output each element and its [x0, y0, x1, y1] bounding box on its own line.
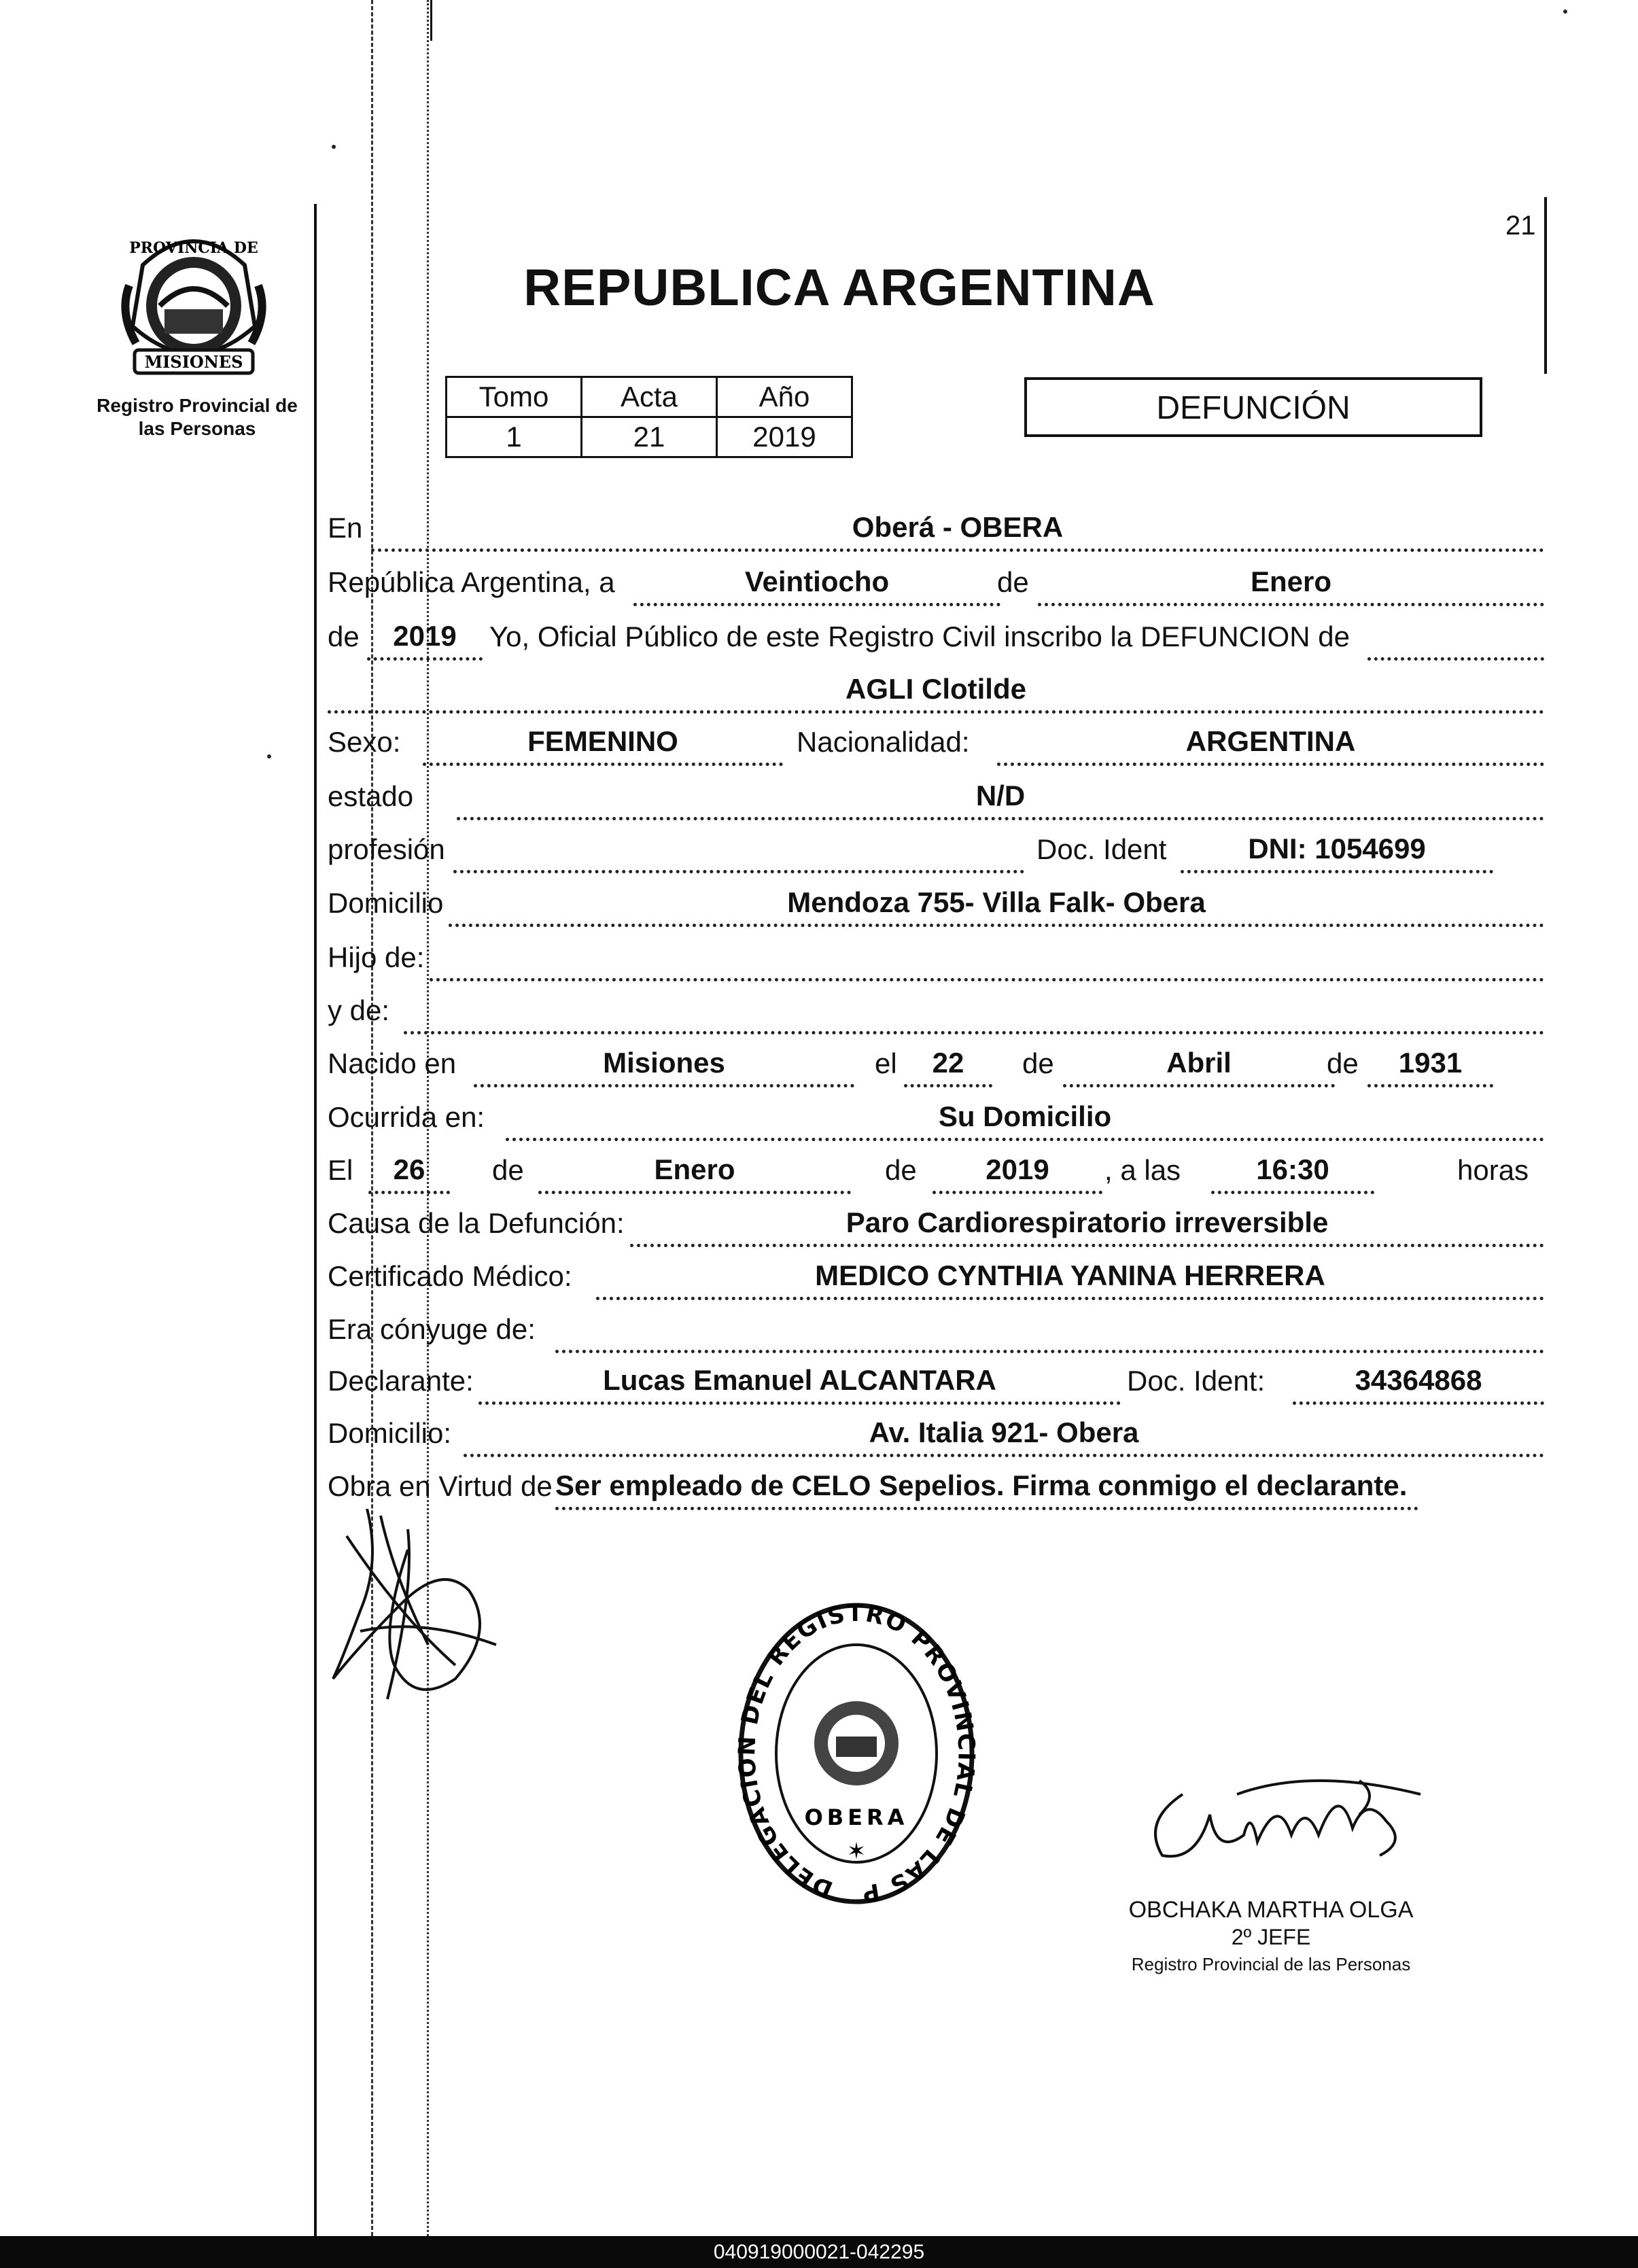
official-name: OBCHAKA MARTHA OLGA	[1128, 1897, 1414, 1923]
row-ocurrida	[328, 1096, 1544, 1143]
official-block	[1081, 1896, 1461, 1978]
declarante-domicilio-label: Domicilio:	[328, 1417, 452, 1449]
ocurrida-label: Ocurrida en:	[328, 1101, 485, 1133]
hijo-de-value	[430, 940, 1544, 981]
el-label: El	[328, 1154, 353, 1186]
declarante-domicilio-value: Av. Italia 921- Obera	[464, 1416, 1544, 1457]
estado-label: estado	[328, 780, 414, 812]
declarante-doc-value: 34364868	[1293, 1363, 1544, 1405]
causa-value: Paro Cardiorespiratorio irreversible	[630, 1206, 1544, 1247]
row-fecha-defuncion	[328, 1149, 1544, 1196]
place-value: Oberá - OBERA	[371, 510, 1544, 552]
estado-value: N/D	[457, 779, 1544, 820]
de-label: de	[492, 1154, 524, 1186]
official-title: 2º JEFE	[1231, 1925, 1311, 1949]
right-margin-rule	[1544, 197, 1547, 374]
year-value: 2019	[367, 619, 483, 661]
tomo-value: 1	[447, 417, 582, 457]
death-time-value: 16:30	[1211, 1153, 1374, 1194]
registry-label: Registro Provincial de las Personas	[97, 395, 298, 439]
en-label: En	[328, 512, 363, 544]
el-label: el	[875, 1047, 897, 1079]
birth-month-value: Abril	[1063, 1046, 1335, 1087]
domicilio-label: Domicilio	[328, 887, 444, 919]
tomo-header: Tomo	[447, 377, 582, 417]
y-de-value	[404, 993, 1544, 1034]
month-value: Enero	[1038, 565, 1544, 606]
declarante-label: Declarante:	[328, 1365, 474, 1397]
republica-label: República Argentina, a	[328, 566, 615, 598]
doc-ident-label: Doc. Ident	[1036, 833, 1167, 865]
reference-table	[445, 376, 853, 458]
anio-header: Año	[717, 377, 852, 417]
causa-label: Causa de la Defunción:	[328, 1207, 625, 1239]
official-signature	[1135, 1754, 1434, 1869]
nacido-en-label: Nacido en	[328, 1047, 457, 1079]
declarant-signature	[319, 1509, 523, 1713]
ocurrida-value: Su Domicilio	[506, 1100, 1544, 1141]
row-deceased	[328, 668, 1544, 716]
scan-speck	[332, 145, 336, 149]
de-label: de	[885, 1154, 917, 1186]
birth-year-value: 1931	[1367, 1046, 1493, 1087]
reference-header-row	[447, 377, 852, 417]
certificado-value: MEDICO CYNTHIA YANINA HERRERA	[596, 1259, 1544, 1300]
conyuge-value	[555, 1312, 1544, 1353]
hijo-de-label: Hijo de:	[328, 941, 425, 973]
svg-text:✶: ✶	[846, 1838, 867, 1865]
row-estado	[328, 775, 1544, 822]
row-declarante-domicilio	[328, 1412, 1544, 1459]
day-words-value: Veintiocho	[633, 565, 1000, 606]
delegation-stamp	[734, 1601, 979, 1913]
sexo-label: Sexo:	[328, 726, 401, 758]
nacionalidad-label: Nacionalidad:	[797, 726, 970, 758]
certificado-label: Certificado Médico:	[328, 1260, 572, 1292]
official-institution: Registro Provincial de las Personas	[1131, 1954, 1411, 1974]
row-sexo	[328, 720, 1544, 768]
row-obra	[328, 1465, 1544, 1512]
de-label: de	[1327, 1047, 1359, 1079]
svg-text:PROVINCIA DE: PROVINCIA DE	[129, 239, 258, 257]
anio-value: 2019	[717, 417, 852, 457]
declarante-doc-label: Doc. Ident:	[1127, 1365, 1266, 1397]
row-year	[328, 615, 1544, 663]
row-hijo-de	[328, 936, 1544, 983]
de-label: de	[1022, 1047, 1054, 1079]
profesion-value	[453, 832, 1024, 873]
reference-value-row	[447, 417, 852, 457]
nacido-en-value: Misiones	[474, 1046, 854, 1087]
row-certificado	[328, 1255, 1544, 1302]
deceased-name-value: AGLI Clotilde	[328, 672, 1544, 714]
sexo-value: FEMENINO	[423, 725, 783, 766]
oficial-text: Yo, Oficial Público de este Registro Civil inscribo la DEFUNCION de	[489, 621, 1350, 652]
document-type-box: DEFUNCIÓN	[1024, 377, 1482, 437]
svg-text:OBERA: OBERA	[804, 1804, 909, 1830]
birth-day-value: 22	[904, 1046, 992, 1087]
row-place	[328, 506, 1544, 554]
conyuge-label: Era cónyuge de:	[328, 1313, 536, 1345]
domicilio-value: Mendoza 755- Villa Falk- Obera	[449, 886, 1544, 927]
horas-label: horas	[1457, 1154, 1529, 1186]
nacionalidad-value: ARGENTINA	[997, 725, 1544, 766]
footer-code: 040919000021-042295	[0, 2236, 1638, 2268]
obra-label: Obra en Virtud de	[328, 1470, 553, 1502]
page-title: REPUBLICA ARGENTINA	[523, 259, 1155, 317]
scan-speck	[1563, 10, 1567, 14]
row-profesion	[328, 828, 1544, 875]
death-year-value: 2019	[933, 1153, 1102, 1194]
acta-value: 21	[582, 417, 717, 457]
oficial-blank	[1367, 619, 1544, 661]
death-day-value: 26	[368, 1153, 450, 1194]
doc-ident-value: DNI: 1054699	[1181, 832, 1493, 873]
scan-mark-top	[430, 0, 432, 41]
de-label: de	[328, 621, 360, 652]
declarante-value: Lucas Emanuel ALCANTARA	[478, 1363, 1121, 1405]
svg-text:MISIONES: MISIONES	[144, 352, 243, 372]
y-de-label: y de:	[328, 994, 390, 1026]
de-label: de	[997, 566, 1029, 598]
obra-value: Ser empleado de CELO Sepelios. Firma conmigo el declarante.	[555, 1469, 1418, 1510]
death-month-value: Enero	[538, 1153, 851, 1194]
page-number: 21	[1505, 211, 1536, 241]
a-las-label: , a las	[1104, 1154, 1181, 1186]
row-nacimiento	[328, 1042, 1544, 1089]
row-domicilio	[328, 882, 1544, 929]
row-date	[328, 561, 1544, 608]
row-causa	[328, 1202, 1544, 1249]
acta-header: Acta	[582, 377, 717, 417]
svg-text:DELEGACION DEL REGISTRO PROVIN: DELEGACION DEL REGISTRO PROVINCIAL DE LAS P	[734, 1601, 979, 1908]
scan-speck	[267, 754, 271, 758]
row-y-de	[328, 989, 1544, 1036]
left-margin-rule	[314, 204, 317, 2236]
profesion-label: profesión	[328, 833, 445, 865]
row-declarante	[328, 1359, 1544, 1407]
row-conyuge	[328, 1308, 1544, 1355]
